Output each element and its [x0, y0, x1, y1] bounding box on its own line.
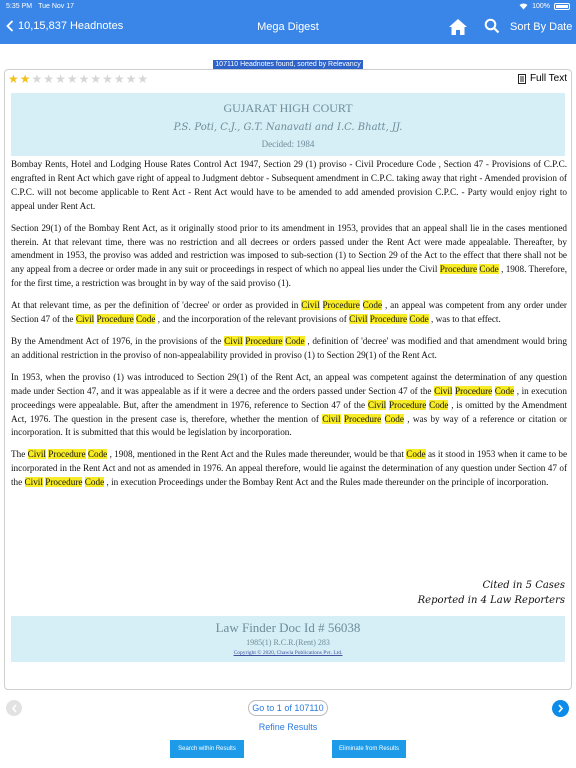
- headnote-paragraph: [11, 371, 567, 441]
- case-header: [11, 93, 565, 156]
- star-icon[interactable]: ★: [137, 72, 149, 86]
- search-term-highlight: Civil: [75, 314, 95, 325]
- search-term-highlight: Procedure: [245, 335, 283, 346]
- search-term-highlight: Civil: [349, 314, 368, 325]
- headnote-card: [4, 69, 572, 690]
- paragraph-text: [381, 414, 384, 424]
- paragraph-text: The: [11, 449, 28, 460]
- rating-stars[interactable]: [8, 73, 148, 85]
- paragraph-text: , is omitted by the Amendment Act, 1976. The question in the present case is, therefore, whether the mention of: [11, 399, 568, 424]
- page-title: Mega Digest: [257, 21, 319, 33]
- search-term-highlight: Code: [406, 449, 426, 460]
- back-button[interactable]: [6, 20, 123, 32]
- chevron-right-icon: [557, 704, 564, 713]
- star-icon[interactable]: ★: [125, 72, 137, 86]
- star-icon[interactable]: ★: [102, 72, 113, 86]
- search-term-highlight: Code: [84, 477, 105, 488]
- star-icon[interactable]: ★: [78, 72, 90, 86]
- home-icon: [448, 18, 468, 36]
- court-name: GUJARAT HIGH COURT: [223, 101, 353, 115]
- results-count-text: 107110 Headnotes found, sorted by Relevancy: [215, 61, 361, 68]
- headnote-paragraph: [11, 299, 567, 327]
- search-term-highlight: Procedure: [439, 264, 478, 275]
- paragraph-text: In 1953, when the proviso (1) was introduced to Section 29(1) of the Rent Act, an appeal was competent against the determination of any question made under Section 47, and it was appealable as if it were a decree and the orders passed under Section 47 of the: [11, 371, 567, 396]
- paragraph-text: , definition of 'decree' was modified and that amendment would bring an additional restriction in the proviso of non-appealability provided in proviso (1) to Section 29(1) of the Rent Act.: [11, 335, 567, 360]
- search-term-highlight: Civil: [322, 413, 341, 424]
- search-term-highlight: Code: [494, 385, 515, 396]
- search-term-highlight: Procedure: [455, 385, 493, 396]
- search-term-highlight: Civil: [367, 399, 387, 410]
- search-term-highlight: Civil: [301, 300, 320, 311]
- search-term-highlight: Civil: [24, 477, 43, 488]
- paragraph-text: Section 29(1) of the Bombay Rent Act, as it originally stood prior to its amendment in 1953, provides that an appeal shall lie in the cases mentioned therein. At that relevant time, there was no restriction and all decrees or orders passed under the Rent Act were made appealable. Thereafter, by amendment in 1953, the proviso was added and restriction was imposed to sub-section (1) to Section 29 of the Act to the effect that there shall not be any appeal from a decree or order made in any suit or proceedings in respect of which no appeal lies under the Civil: [11, 222, 567, 275]
- star-icon[interactable]: ★: [66, 72, 78, 86]
- citation-stats: [418, 578, 565, 608]
- search-term-highlight: Procedure: [369, 314, 408, 325]
- search-term-highlight: Code: [479, 264, 499, 275]
- headnote-paragraph: [11, 158, 567, 214]
- refine-results-link[interactable]: Refine Results: [258, 722, 318, 732]
- go-to-result-button[interactable]: Go to 1 of 107110: [248, 700, 328, 716]
- search-term-highlight: Procedure: [96, 314, 134, 325]
- paragraph-text: , and the incorporation of the relevant provisions of: [155, 314, 350, 325]
- star-icon[interactable]: ★: [90, 72, 102, 86]
- status-time: 5:35 PM: [6, 2, 33, 10]
- search-term-highlight: Code: [362, 300, 383, 311]
- paragraph-text: , in execution Proceedings under the Bombay Rent Act and the Rules made thereunder on the principle of incorporation.: [104, 477, 549, 488]
- search-term-highlight: Civil: [27, 449, 46, 460]
- star-icon[interactable]: ★: [113, 72, 125, 86]
- reported-in-reporters-link[interactable]: Reported in 4 Law Reporters: [417, 595, 565, 606]
- doc-id: Law Finder Doc Id # 56038: [215, 620, 361, 635]
- document-info: [11, 616, 565, 662]
- star-icon[interactable]: ★: [19, 72, 31, 86]
- paragraph-text: Bombay Rents, Hotel and Lodging House Rates Control Act 1947, Section 29 (1) proviso - Civil Procedure Code , Section 47 - Provisions of C.P.C. engrafted in Rent Act which gave right of appeal to Judgment debtor - Subsequent amendment in C.P.C. taking away that right - Amended provision of C.P.C. will not become applicable to Rent Act - Rent Act would have to be amended to add amended provision C.P.C. - Party would enjoy right to appeal under Rent Act.: [11, 159, 567, 211]
- status-bar: [0, 0, 576, 12]
- search-term-highlight: Code: [384, 413, 404, 424]
- wifi-icon: [519, 3, 528, 10]
- decided-year: Decided: 1984: [261, 139, 315, 149]
- headnote-paragraph: [11, 335, 567, 363]
- copyright-link[interactable]: Copyright © 2020, Chawla Publications Pvt. Ltd.: [233, 650, 343, 656]
- search-term-highlight: Procedure: [389, 399, 427, 410]
- cited-in-cases-link[interactable]: Cited in 5 Cases: [482, 580, 565, 591]
- search-term-highlight: Procedure: [322, 300, 360, 311]
- headnote-paragraph: [11, 448, 567, 490]
- doc-citation: 1985(1) R.C.R.(Rent) 283: [246, 638, 330, 647]
- nav-bar: [0, 12, 576, 44]
- judges: P.S. Poti, C.J., G.T. Nanavati and I.C. Bhatt, JJ.: [173, 122, 403, 133]
- next-button[interactable]: [552, 700, 569, 717]
- search-term-highlight: Code: [136, 314, 156, 325]
- search-icon: [484, 18, 500, 34]
- search-term-highlight: Civil: [224, 335, 243, 346]
- star-icon[interactable]: ★: [31, 72, 43, 86]
- search-term-highlight: Code: [285, 335, 305, 346]
- search-button[interactable]: [484, 18, 500, 39]
- paragraph-text: By the Amendment Act of 1976, in the provisions of the: [11, 335, 225, 346]
- headnote-body: [11, 158, 567, 498]
- star-icon[interactable]: ★: [55, 72, 66, 86]
- search-term-highlight: Civil: [434, 385, 453, 396]
- search-term-highlight: Procedure: [48, 449, 86, 460]
- chevron-left-icon: [11, 704, 18, 713]
- sort-by-date-button[interactable]: Sort By Date: [510, 21, 573, 33]
- full-text-button[interactable]: [518, 73, 567, 84]
- search-term-highlight: Procedure: [45, 477, 83, 488]
- headnote-paragraph: [11, 222, 567, 292]
- document-icon: [518, 74, 526, 84]
- search-term-highlight: Code: [87, 449, 108, 460]
- paragraph-text: as it stood in 1953 when it came to be incorporated in the Rent Act and not as amended in 1976. An appeal therefore, would lie against the determination of any question under Section 47 of the: [11, 449, 568, 488]
- search-within-results-button[interactable]: Search within Results: [170, 740, 244, 758]
- paragraph-text: , in execution proceedings were appealable. But, after the amendment in 1976, reference to Section 47 of the: [11, 385, 567, 410]
- eliminate-from-results-button[interactable]: Eliminate from Results: [332, 740, 406, 758]
- search-term-highlight: Code: [409, 314, 429, 325]
- paragraph-text: , an appeal was competent from any order under Section 47 of the: [11, 300, 567, 325]
- search-term-highlight: Procedure: [343, 413, 382, 424]
- back-button-label: 10,15,837 Headnotes: [18, 20, 124, 32]
- star-icon[interactable]: ★: [43, 72, 55, 86]
- status-date: Tue Nov 17: [38, 2, 75, 10]
- search-term-highlight: Code: [429, 399, 449, 410]
- star-icon[interactable]: ★: [8, 72, 19, 86]
- full-text-label: Full Text: [529, 73, 567, 84]
- paragraph-text: , was to that effect.: [428, 314, 501, 325]
- paragraph-text: , 1908, mentioned in the Rent Act and the Rules made thereunder, would be that: [107, 449, 407, 460]
- battery-percent: 100%: [532, 2, 550, 10]
- paragraph-text: , was by way of a reference or citation or incorporation. It is submitted that this would be legislation by incorporation.: [11, 413, 567, 438]
- chevron-left-icon: [6, 20, 14, 32]
- battery-icon: [554, 3, 570, 10]
- paragraph-text: , 1908. Therefore, for the first time, a restriction was brought in by way of the said proviso (1).: [11, 264, 568, 289]
- paragraph-text: At that relevant time, as per the definition of 'decree' or order as provided in: [11, 300, 302, 311]
- previous-button[interactable]: [6, 700, 22, 716]
- home-button[interactable]: [448, 18, 468, 41]
